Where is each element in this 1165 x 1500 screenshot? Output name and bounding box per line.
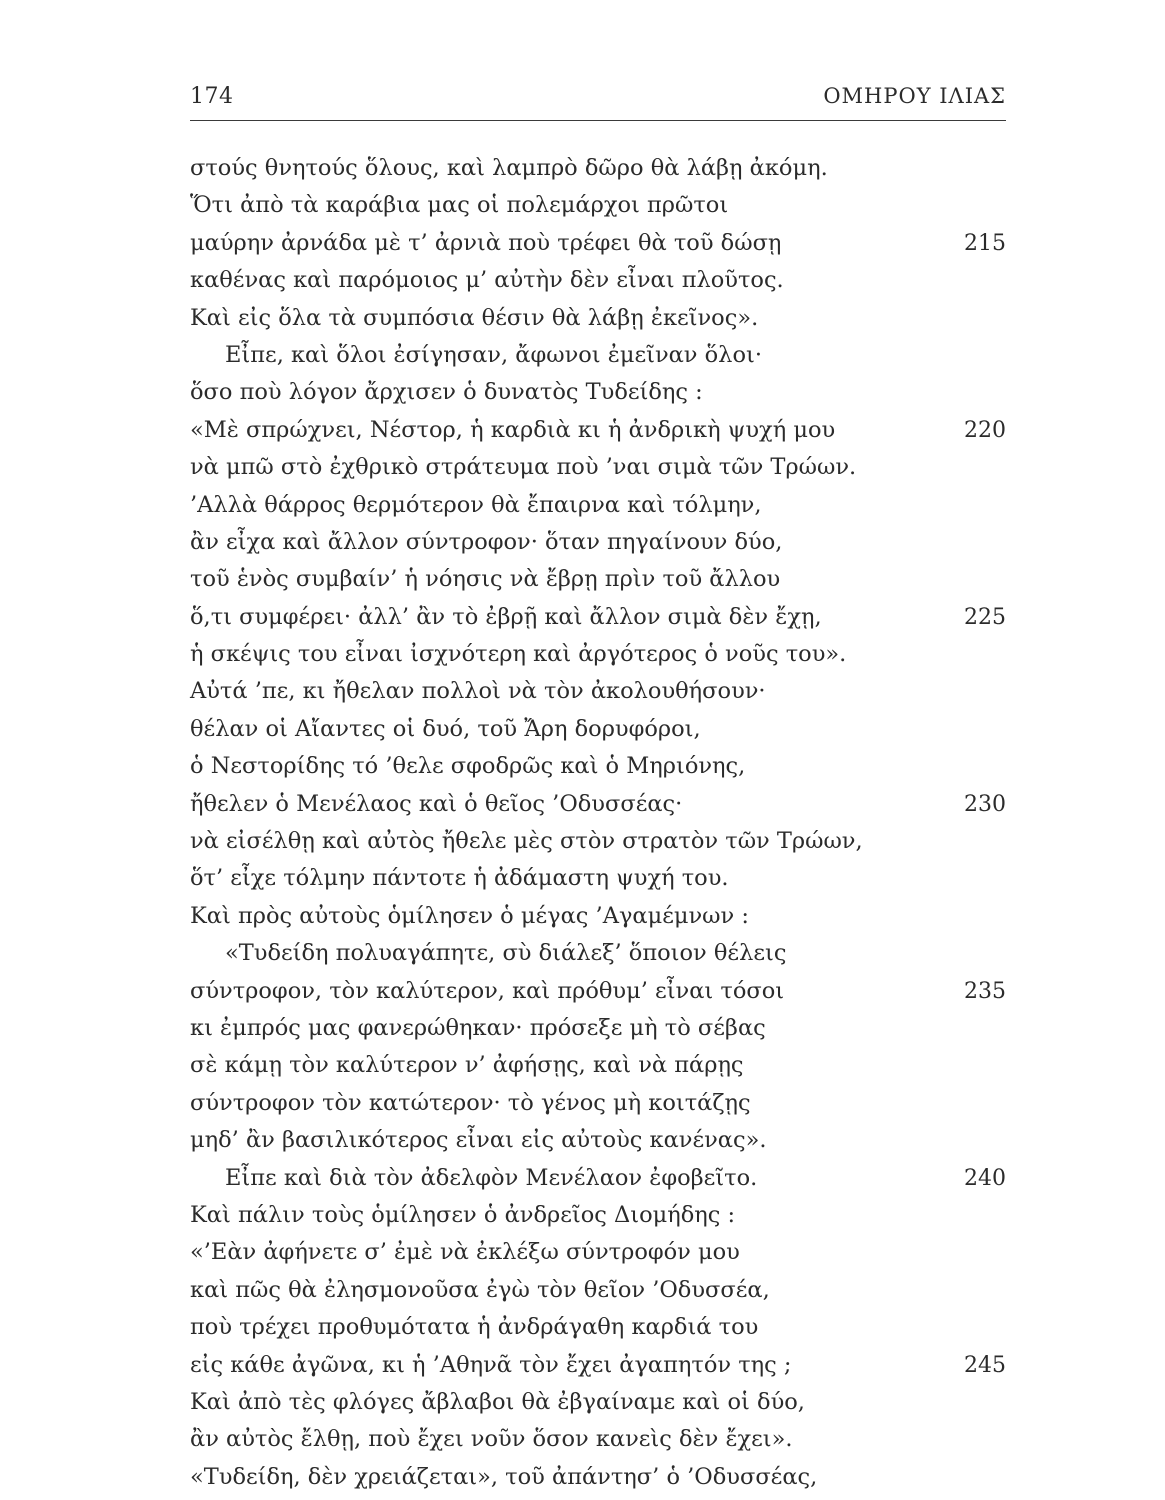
verse-text: μαύρην ἀρνάδα μὲ τ’ ἀρνιὰ ποὺ τρέφει θὰ τοῦ δώσῃ <box>190 229 782 256</box>
verse-line <box>190 1309 1020 1346</box>
verse-text: ὅ,τι συμφέρει· ἀλλ’ ἂν τὸ ἐβρῇ καὶ ἄλλον σιμὰ δὲν ἔχῃ, <box>190 603 822 630</box>
verse-text: τοῦ ἑνὸς συμβαίν’ ἡ νόησις νὰ ἔβρῃ πρὶν τοῦ ἄλλου <box>190 566 781 593</box>
verse-line <box>190 860 1020 897</box>
verse-line <box>190 599 1020 636</box>
verse-line <box>190 1272 1020 1309</box>
verse-line <box>190 187 1020 224</box>
verse-line <box>190 823 1020 860</box>
verse-block <box>190 150 1020 1496</box>
line-number: 230 <box>964 791 1006 817</box>
verse-text: «Τυδείδη, δὲν χρειάζεται», τοῦ ἀπάντησ’ ὁ ’Οδυσσέας, <box>190 1463 818 1490</box>
verse-text: ἤθελεν ὁ Μενέλαος καὶ ὁ θεῖος ’Οδυσσέας· <box>190 790 683 817</box>
verse-text: ἂν αὐτὸς ἔλθῃ, ποὺ ἔχει νοῦν ὅσον κανεὶς δὲν ἔχει». <box>190 1426 793 1453</box>
line-number: 235 <box>964 978 1006 1004</box>
line-number: 215 <box>964 230 1006 256</box>
verse-text: ἂν εἶχα καὶ ἄλλον σύντροφον· ὅταν πηγαίνουν δύο, <box>190 528 783 555</box>
verse-line <box>190 150 1020 187</box>
page-number: 174 <box>190 84 234 109</box>
verse-line <box>190 412 1020 449</box>
verse-text: ποὺ τρέχει προθυμότατα ἡ ἀνδράγαθη καρδιά του <box>190 1314 759 1341</box>
line-number: 225 <box>964 604 1006 630</box>
line-number: 220 <box>964 417 1006 443</box>
verse-line <box>190 561 1020 598</box>
verse-line <box>190 262 1020 299</box>
line-number: 240 <box>964 1165 1006 1191</box>
verse-line <box>190 524 1020 561</box>
verse-text: Ὅτι ἀπὸ τὰ καράβια μας οἱ πολεμάρχοι πρῶτοι <box>190 192 729 219</box>
verse-line <box>190 673 1020 710</box>
verse-line <box>190 1421 1020 1458</box>
verse-line <box>190 748 1020 785</box>
verse-line <box>190 1459 1020 1496</box>
verse-text: σύντροφον, τὸν καλύτερον, καὶ πρόθυμ’ εἶναι τόσοι <box>190 977 785 1004</box>
verse-text: νὰ μπῶ στὸ ἐχθρικὸ στράτευμα ποὺ ’ναι σιμὰ τῶν Τρώων. <box>190 454 857 481</box>
verse-line <box>190 711 1020 748</box>
verse-text: στούς θνητούς ὅλους, καὶ λαμπρὸ δῶρο θὰ λάβῃ ἀκόμη. <box>190 155 828 181</box>
verse-text: εἰς κάθε ἀγῶνα, κι ἡ ’Αθηνᾶ τὸν ἔχει ἀγαπητόν της ; <box>190 1351 792 1378</box>
verse-text: σύντροφον τὸν κατώτερον· τὸ γένος μὴ κοιτάζῃς <box>190 1089 751 1116</box>
verse-line <box>190 973 1020 1010</box>
verse-text: «’Εὰν ἀφήνετε σ’ ἐμὲ νὰ ἐκλέξω σύντροφόν μου <box>190 1239 740 1266</box>
verse-line <box>190 337 1020 374</box>
verse-text: θέλαν οἱ Αἴαντες οἱ δυό, τοῦ Ἄρη δορυφόροι, <box>190 715 701 742</box>
page-header <box>190 80 1006 121</box>
verse-text: Εἶπε καὶ διὰ τὸν ἀδελφὸν Μενέλαον ἐφοβεῖτο. <box>225 1164 758 1191</box>
verse-text: Εἶπε, καὶ ὅλοι ἐσίγησαν, ἄφωνοι ἐμεῖναν ὅλοι· <box>225 341 762 368</box>
verse-text: Καὶ ἀπὸ τὲς φλόγες ἄβλαβοι θὰ ἐβγαίναμε καὶ οἱ δύο, <box>190 1388 805 1415</box>
verse-text: Καὶ πρὸς αὐτοὺς ὁμίλησεν ὁ μέγας ’Αγαμέμνων : <box>190 902 749 929</box>
verse-line <box>190 636 1020 673</box>
verse-text: «Τυδείδη πολυαγάπητε, σὺ διάλεξ’ ὅποιον θέλεις <box>225 940 787 967</box>
verse-line <box>190 1010 1020 1047</box>
verse-line <box>190 935 1020 972</box>
verse-text: κι ἐμπρός μας φανερώθηκαν· πρόσεξε μὴ τὸ σέβας <box>190 1014 766 1041</box>
verse-text: ἡ σκέψις του εἶναι ἰσχνότερη καὶ ἀργότερος ὁ νοῦς του». <box>190 641 847 668</box>
line-number: 245 <box>964 1352 1006 1378</box>
verse-line <box>190 1122 1020 1159</box>
verse-text: ὁ Νεστορίδης τό ’θελε σφοδρῶς καὶ ὁ Μηριόνης, <box>190 753 746 780</box>
verse-line <box>190 1347 1020 1384</box>
verse-line <box>190 1234 1020 1271</box>
verse-text: ὅτ’ εἶχε τόλμην πάντοτε ἡ ἀδάμαστη ψυχή του. <box>190 865 729 892</box>
verse-text: μηδ’ ἂν βασιλικότερος εἶναι εἰς αὐτοὺς κανένας». <box>190 1127 767 1154</box>
verse-line <box>190 300 1020 337</box>
verse-line <box>190 487 1020 524</box>
verse-line <box>190 1160 1020 1197</box>
verse-line <box>190 898 1020 935</box>
verse-line <box>190 1384 1020 1421</box>
verse-text: ’Αλλὰ θάρρος θερμότερον θὰ ἔπαιρνα καὶ τόλμην, <box>190 491 762 518</box>
verse-text: καὶ πῶς θὰ ἐλησμονοῦσα ἐγὼ τὸν θεῖον ’Οδυσσέα, <box>190 1276 770 1303</box>
verse-line <box>190 449 1020 486</box>
verse-line <box>190 374 1020 411</box>
verse-line <box>190 1085 1020 1122</box>
verse-text: ὅσο ποὺ λόγον ἄρχισεν ὁ δυνατὸς Τυδείδης : <box>190 379 703 406</box>
verse-text: «Μὲ σπρώχνει, Νέστορ, ἡ καρδιὰ κι ἡ ἀνδρικὴ ψυχή μου <box>190 416 836 443</box>
verse-line <box>190 225 1020 262</box>
verse-text: καθένας καὶ παρόμοιος μ’ αὐτὴν δὲν εἶναι πλοῦτος. <box>190 267 784 294</box>
verse-text: Αὐτά ’πε, κι ἤθελαν πολλοὶ νὰ τὸν ἀκολουθήσουν· <box>190 678 766 705</box>
verse-text: Καὶ πάλιν τοὺς ὁμίλησεν ὁ ἀνδρεῖος Διομήδης : <box>190 1201 736 1228</box>
verse-line <box>190 786 1020 823</box>
verse-text: σὲ κάμῃ τὸν καλύτερον ν’ ἀφήσῃς, καὶ νὰ πάρῃς <box>190 1052 744 1079</box>
verse-line <box>190 1047 1020 1084</box>
verse-text: νὰ εἰσέλθῃ καὶ αὐτὸς ἤθελε μὲς στὸν στρατὸν τῶν Τρώων, <box>190 828 863 855</box>
running-title: ΟΜΗΡΟΥ ΙΛΙΑΣ <box>823 84 1006 108</box>
verse-text: Καὶ εἰς ὅλα τὰ συμπόσια θέσιν θὰ λάβῃ ἐκεῖνος». <box>190 304 759 331</box>
verse-line <box>190 1197 1020 1234</box>
